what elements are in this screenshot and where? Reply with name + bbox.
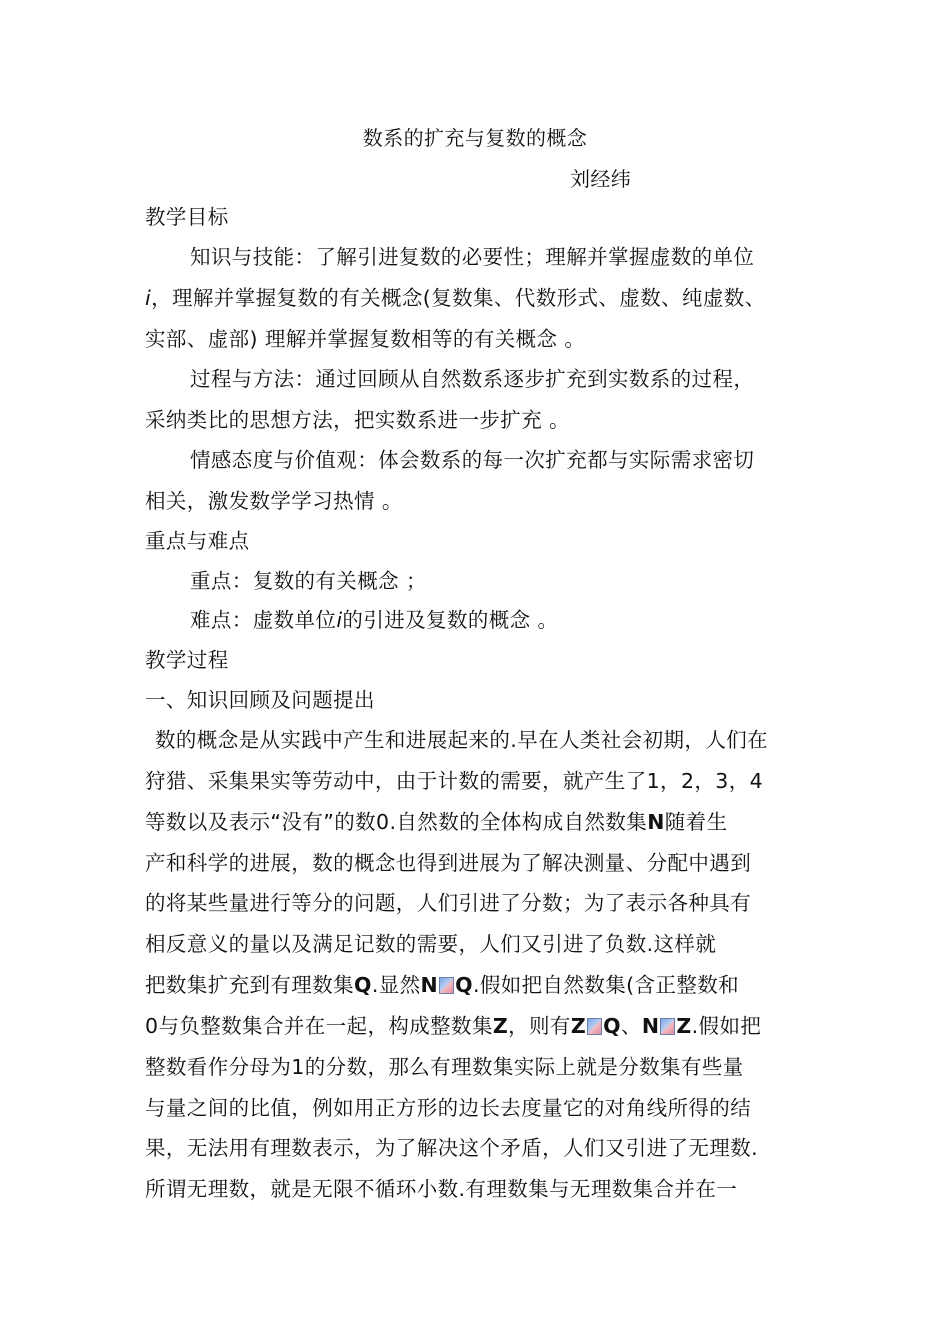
set-symbol-n: N	[641, 1014, 660, 1038]
text-run: 把数集扩充到有理数集	[145, 973, 354, 997]
text-run: ，理解并掌握复数的有关概念(复数集、代数形式、虚数、纯虚数、	[151, 286, 766, 310]
body-line-10: 与量之间的比值，例如用正方形的边长去度量它的对角线所得的结	[145, 1096, 752, 1120]
objective-knowledge-line-1: 知识与技能：了解引进复数的必要性；理解并掌握虚数的单位	[190, 245, 755, 269]
text-run: 随着生	[664, 810, 728, 834]
body-line-7	[145, 971, 739, 999]
broken-subset-glyph-icon	[587, 1018, 602, 1035]
text-run: ，则有	[508, 1014, 571, 1038]
body-line-4: 产和科学的进展，数的概念也得到进展为了解决测量、分配中遇到	[145, 851, 752, 875]
text-run: .假如把	[691, 1014, 762, 1038]
body-line-8	[145, 1012, 761, 1040]
set-symbol-q: Q	[354, 973, 372, 997]
section-heading-1: 一、知识回顾及问题提出	[145, 688, 375, 712]
objective-knowledge-line-3: 实部、虚部) 理解并掌握复数相等的有关概念 。	[145, 327, 586, 351]
heading-objectives: 教学目标	[145, 205, 229, 229]
text-run: .假如把自然数集(含正整数和	[472, 973, 740, 997]
broken-subset-glyph-icon	[439, 977, 454, 994]
objective-process-line-2: 采纳类比的思想方法，把实数系进一步扩充 。	[145, 408, 570, 432]
set-symbol-n: N	[647, 810, 665, 834]
body-line-12: 所谓无理数，就是无限不循环小数.有理数集与无理数集合并在一	[145, 1177, 738, 1201]
broken-subset-glyph-icon	[660, 1018, 675, 1035]
page-title: 数系的扩充与复数的概念	[362, 126, 588, 150]
text-run: .显然	[371, 973, 421, 997]
text-run: 难点：虚数单位	[190, 608, 337, 632]
heading-keypoints: 重点与难点	[145, 529, 250, 553]
imaginary-unit-symbol: i	[336, 608, 343, 632]
set-symbol-q: Q	[455, 973, 473, 997]
keypoint-key: 重点：复数的有关概念 ；	[190, 569, 427, 593]
text-run: 、	[620, 1014, 642, 1038]
objective-emotion-line-1: 情感态度与价值观：体会数系的每一次扩充都与实际需求密切	[190, 448, 755, 472]
objective-process-line-1: 过程与方法：通过回顾从自然数系逐步扩充到实数系的过程，	[190, 367, 755, 391]
objective-emotion-line-2: 相关，激发数学学习热情 。	[145, 489, 403, 513]
objective-knowledge-line-2	[145, 284, 766, 312]
set-symbol-n: N	[420, 973, 439, 997]
body-line-9: 整数看作分母为1的分数，那么有理数集实际上就是分数集有些量	[145, 1055, 744, 1079]
body-line-5: 的将某些量进行等分的问题，人们引进了分数；为了表示各种具有	[145, 891, 752, 915]
body-line-11: 果，无法用有理数表示，为了解决这个矛盾，人们又引进了无理数.	[145, 1136, 759, 1160]
set-symbol-z: Z	[676, 1014, 692, 1038]
text-run: 等数以及表示“没有”的数0.自然数的全体构成自然数集	[145, 810, 648, 834]
author-name: 刘经纬	[570, 167, 632, 191]
body-line-1: 数的概念是从实践中产生和进展起来的.早在人类社会初期，人们在	[155, 728, 769, 752]
imaginary-unit-symbol: i	[145, 286, 152, 310]
set-symbol-q: Q	[603, 1014, 621, 1038]
body-line-2: 狩猎、采集果实等劳动中，由于计数的需要，就产生了1，2，3，4	[145, 769, 764, 793]
set-symbol-z: Z	[492, 1014, 509, 1038]
set-symbol-z: Z	[570, 1014, 587, 1038]
body-line-6: 相反意义的量以及满足记数的需要，人们又引进了负数.这样就	[145, 932, 717, 956]
text-run: 的引进及复数的概念 。	[342, 608, 559, 632]
text-run: 0与负整数集合并在一起，构成整数集	[145, 1014, 493, 1038]
body-line-3	[145, 808, 727, 836]
keypoint-difficulty	[190, 606, 558, 634]
heading-process: 教学过程	[145, 648, 229, 672]
